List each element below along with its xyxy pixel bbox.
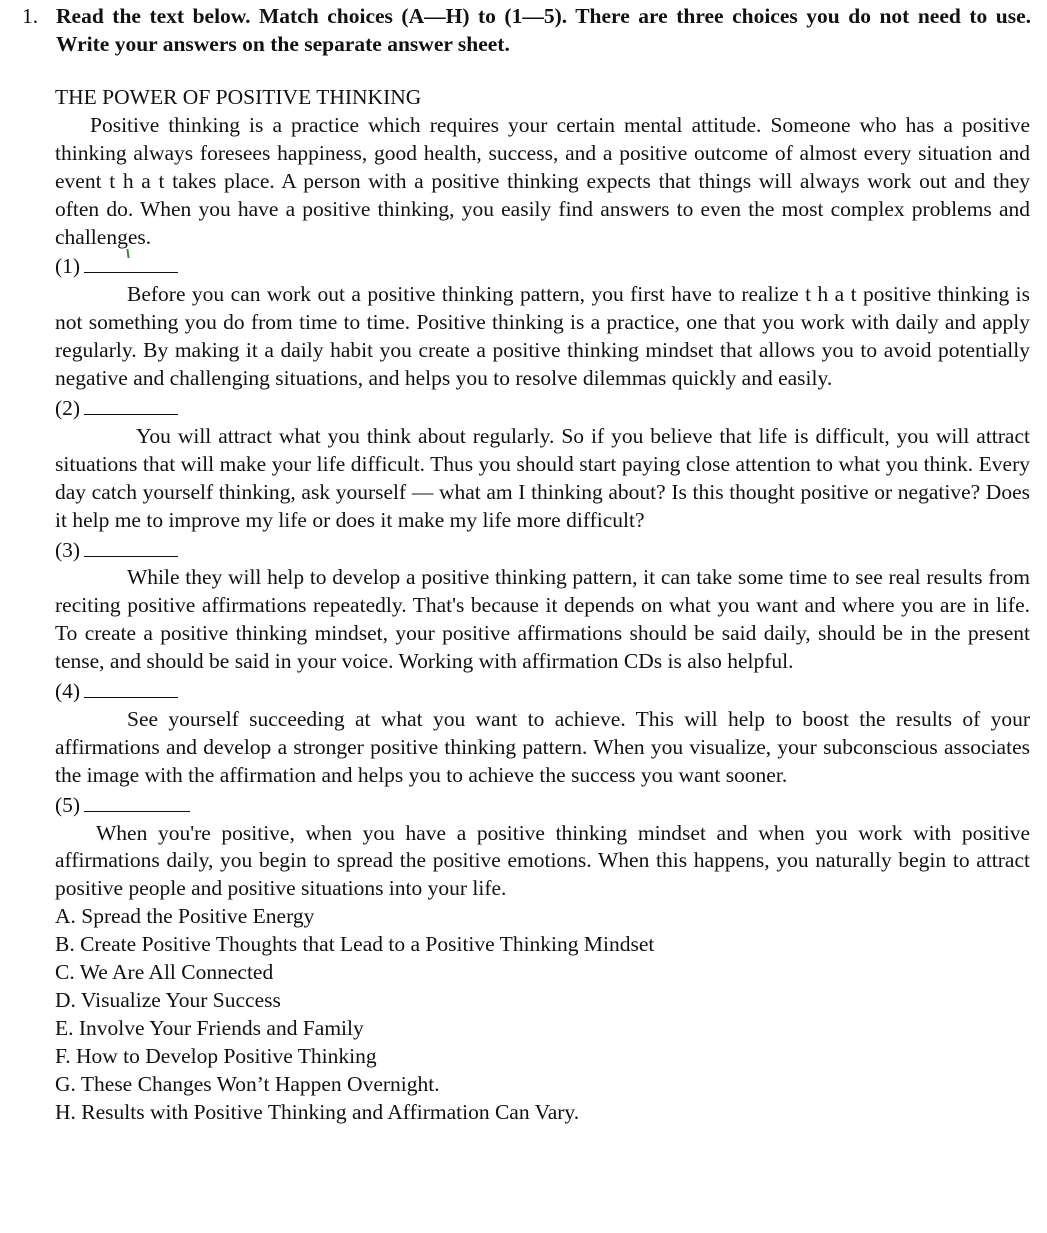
gap-4-label: (4) (55, 679, 81, 704)
option-d: D. Visualize Your Success (55, 988, 281, 1012)
option-g: G. These Changes Won’t Happen Overnight. (55, 1071, 440, 1096)
gap-5-blank[interactable] (84, 790, 190, 812)
gap-2 (55, 393, 1030, 423)
option-c: C. We Are All Connected (55, 960, 274, 985)
task-number: 1. (22, 4, 39, 28)
option-f: F. How to Develop Positive Thinking (55, 1043, 377, 1068)
section-2-paragraph: You will attract what you think about regularly. So if you believe that life is difficult, you will attract situations that will make your life difficult. Thus you should start paying close attention to what you think. Every day catch yourself thinking, ask yourself — what am I thinking about? Is this thought positive or negative? Does it help me to improve my life or does it make my life more difficult? (55, 423, 1030, 532)
gap-5-label: (5) (55, 792, 81, 817)
section-4-paragraph: See yourself succeeding at what you want to achieve. This will help to boost the results of your affirmations and develop a stronger positive thinking pattern. When you visualize, your subconscious associates the image with the affirmation and helps you to achieve the success you want sooner. (55, 706, 1030, 787)
gap-1-label: (1) (55, 254, 81, 279)
gap-5 (55, 790, 1030, 820)
gap-1 (55, 251, 1030, 281)
intro-paragraph: Positive thinking is a practice which requires your certain mental attitude. Someone who has a positive thinking always foresees happiness, good health, success, and a positive outcome of almost every situation and event t h a t takes place. A person with a positive thinking expects that things will always work out and they often do. When you have a positive thinking, you easily find answers to even the most complex problems and challenges. (55, 112, 1030, 249)
article (55, 84, 1030, 1127)
section-3-paragraph: While they will help to develop a positive thinking pattern, it can take some time to see real results from reciting positive affirmations repeatedly. That's because it depends on what you want and where you are in life. To create a positive thinking mindset, your positive affirmations should be said daily, should be in the present tense, and should be said in your voice. Working with affirmation CDs is also helpful. (55, 565, 1030, 674)
options-list (55, 903, 1030, 1126)
option-a: A. Spread the Positive Energy (55, 904, 315, 929)
gap-3 (55, 535, 1030, 565)
article-title: THE POWER OF POSITIVE THINKING (55, 85, 422, 109)
gap-2-label: (2) (55, 395, 81, 420)
section-1-paragraph: Before you can work out a positive thinking pattern, you first have to realize t h a t positive thinking is not something you do from time to time. Positive thinking is a practice, one that you work with daily and apply regularly. By making it a daily habit you create a positive thinking mindset that allows you to avoid potentially negative and challenging situations, and helps you to resolve dilemmas quickly and easily. (55, 282, 1030, 391)
option-h: H. Results with Positive Thinking and Affirmation Can Vary. (55, 1099, 580, 1124)
option-b: B. Create Positive Thoughts that Lead to a Positive Thinking Mindset (55, 932, 655, 957)
gap-1-blank[interactable] (84, 251, 178, 273)
gap-4 (55, 676, 1030, 706)
gap-2-blank[interactable] (84, 393, 178, 415)
section-5-paragraph: When you're positive, when you have a positive thinking mindset and when you work with positive affirmations daily, you begin to spread the positive emotions. When this happens, you naturally begin to attract positive people and positive situations into your life. (55, 820, 1030, 901)
option-e: E. Involve Your Friends and Family (55, 1015, 364, 1040)
gap-4-blank[interactable] (84, 676, 178, 698)
task-instruction: Read the text below. Match choices (A—H) to (1—5). There are three choices you do not need to use. Write your answers on the separate answer sheet. (56, 4, 1031, 56)
gap-3-label: (3) (55, 537, 81, 562)
gap-3-blank[interactable] (84, 535, 178, 557)
